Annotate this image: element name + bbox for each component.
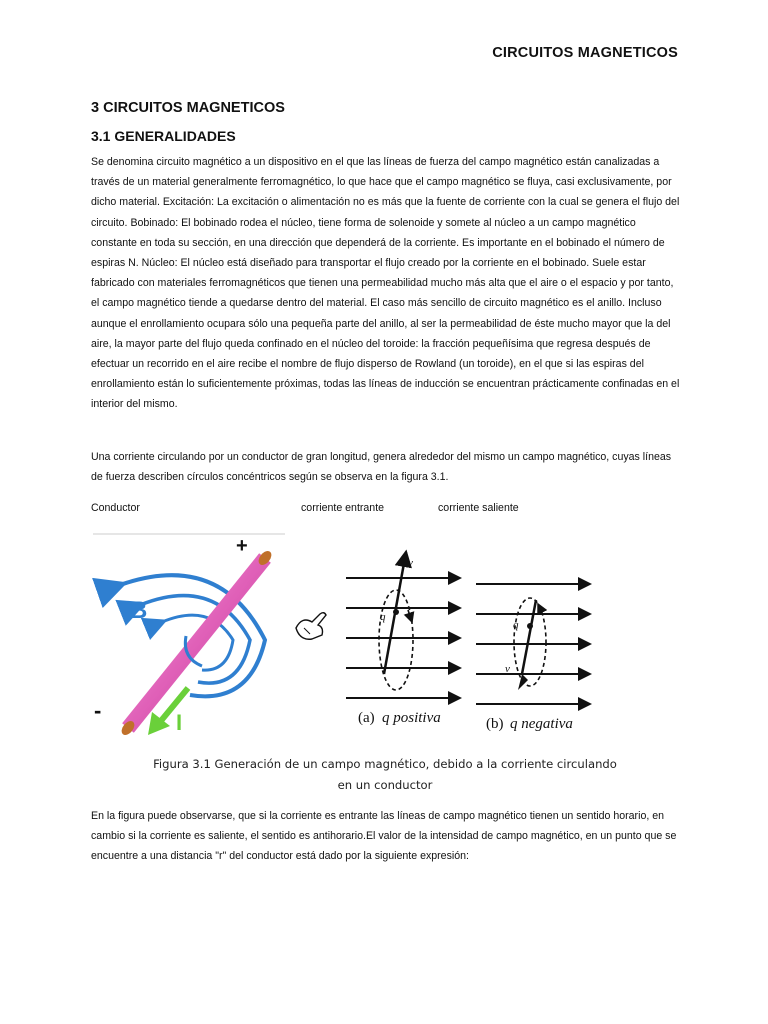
label-conductor: Conductor	[91, 502, 140, 514]
panel-b-prefix: (b)	[486, 716, 504, 732]
section-title: 3 CIRCUITOS MAGNETICOS	[91, 100, 285, 116]
figure-caption	[90, 754, 680, 796]
panel-a-prefix: (a)	[358, 710, 375, 726]
panel-b-negative-charge	[476, 584, 590, 732]
paragraph-generalidades: Se denomina circuito magnético a un dispositivo en el que las líneas de fuerza del campo magnético están canalizadas a través de un material generalmente ferromagnético, lo que hace que el campo magnético se fluya, casi exclusivamente, por dicho material. Excitación: La excitación o alimentación no es más que la fuente de corriente con la cual se genera el flujo del circuito. Bobinado: El bobinado rodea el núcleo, tiene forma de solenoide y somete al núcleo a un campo magnético constante en toda su sección, en una dirección que dependerá de la corriente. Es importante en el bobinado el número de espiras N. Núcleo: El núcleo está diseñado para transportar el flujo creado por la corriente en el bobinado. Suele estar fabricado con materiales ferromagnéticos que tienen una permeabilidad mucho más alta que el aire o el espacio y por tanto, el campo magnético tiende a quedarse dentro del material. El caso más sencillo de circuito magnético es el anillo. Incluso aunque el enrollamiento ocupara sólo una pequeña parte del anillo, al ser la permeabilidad de éste mucho mayor que la del aire, la mayor parte del flujo queda confinado en el núcleo del toroide: la fracción pequeñísima que regresa después de efectuar un recorrido en el aire recibe el nombre de flujo disperso de Rowland (un toroide), en el que si las espiras del enrollamiento están lo suficientemente próximas, todas las líneas de inducción se encuentran prácticamente confinadas en el interior del mismo.	[91, 156, 680, 411]
label-corriente-entrante: corriente entrante	[301, 502, 385, 514]
label-corriente-saliente: corriente saliente	[438, 502, 519, 514]
velocity-label-a: v	[408, 557, 413, 569]
paragraph-intensidad: En la figura puede observarse, que si la corriente es entrante las líneas de campo magnético tienen un sentido horario, en cambio si la corriente es saliente, el sentido es antihorario.El valor de la intensidad de campo magnético, en un punto que se encuentre a una distancia "r" del conductor está dado por la siguiente expresión:	[91, 810, 677, 863]
section-subtitle: 3.1 GENERALIDADES	[91, 128, 236, 144]
panel-b-caption: q negativa	[510, 716, 573, 732]
charge-label-b: q	[513, 619, 519, 631]
conductor-rod	[128, 558, 265, 728]
current-letter: I	[176, 710, 183, 735]
field-letter: B	[130, 597, 148, 624]
plus-sign: +	[236, 535, 248, 557]
figure-caption-line-2: en un conductor	[337, 778, 433, 792]
figure-caption-line-1: Figura 3.1 Generación de un campo magnético, debido a la corriente circulando	[153, 757, 617, 771]
conductor-illustration	[93, 534, 285, 737]
charge-label-a: q	[380, 611, 386, 623]
right-hand-rule-icon	[296, 613, 326, 640]
velocity-label-b: v	[505, 663, 510, 675]
paragraph-corriente: Una corriente circulando por un conductor de gran longitud, genera alrededor del mismo un campo magnético, cuyas líneas de fuerza describen círculos concéntricos según se observa en la figura 3.1.	[91, 451, 672, 484]
running-header: CIRCUITOS MAGNETICOS	[492, 45, 678, 61]
figure-illustration	[90, 530, 610, 745]
panel-a-positive-charge	[346, 552, 460, 726]
minus-sign: -	[94, 698, 102, 723]
panel-a-caption: q positiva	[382, 710, 441, 726]
figure-3-1	[90, 530, 610, 745]
